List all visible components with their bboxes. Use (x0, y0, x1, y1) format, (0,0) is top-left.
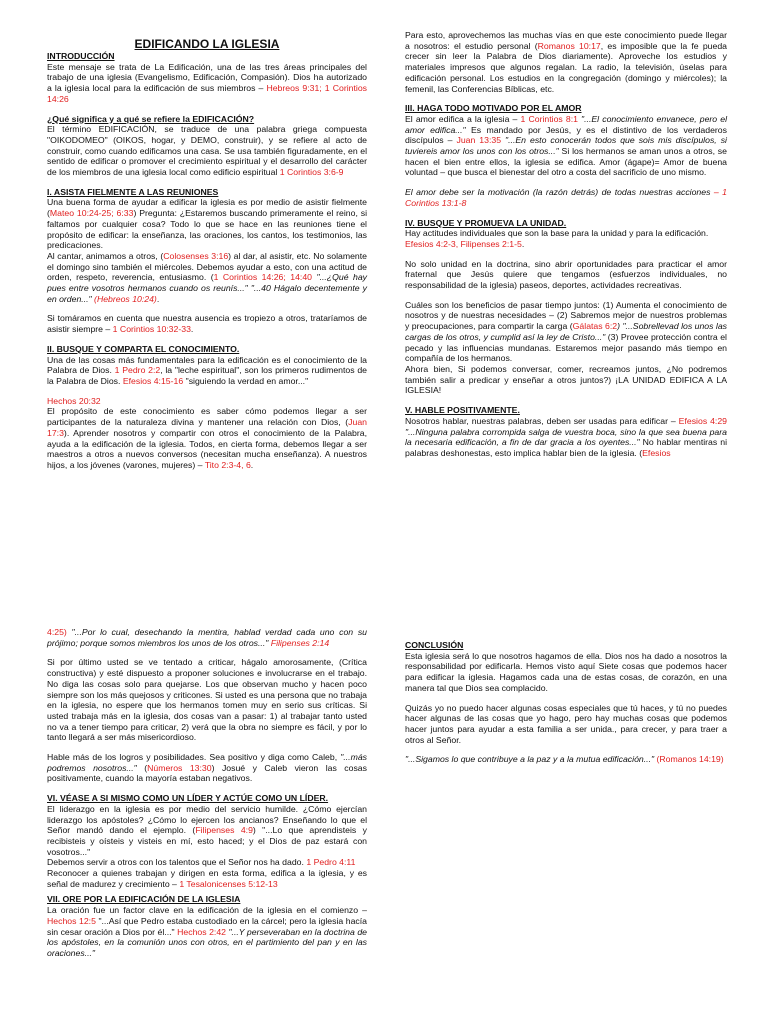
bottom-right-column (405, 640, 727, 765)
section-text: No hablar mentiras ni palabras deshonestas, esto implica hablar bien de la iglesia. ( (405, 437, 728, 458)
conclusion-paragraph-2: Quizás yo no puedo hacer algunas cosas especiales que tú haces, y tú no puedes hacer algunas de las cosas que yo hago, pero hay muchas cosas que podemos hacer juntos para ayudar a esta familia a ser unida., para crecer, y para traer a otros al Señor. (405, 702, 727, 745)
definition-text: El término EDIFICACIÓN, se traduce de una palabra griega compuesta "OIKODOMEO" (OIKOS, hogar, y DEMO, construir), y se refiere al acto de construir, como cuando edificamos una casa. Se usa también figuradamente, en el sentido de edificar o promover el crecimiento espiritual y el desarrollo del carácter de los miembros de una iglesia local como edificio espiritual (47, 124, 367, 178)
section-text: . (156, 293, 160, 304)
section-7-paragraph (47, 905, 367, 959)
bible-reference: Filipenses 4:9 (195, 825, 253, 836)
bible-reference: Colosenses 3:16 (163, 250, 229, 261)
positive-paragraph (47, 752, 367, 784)
section-text: "siguiendo la verdad en amor..." (183, 375, 309, 386)
bible-reference: 1 Corintios 8:1 (520, 113, 578, 124)
bible-reference: – 1 Corintios 13:1-8 (405, 187, 727, 208)
section-2-paragraph-1 (47, 355, 367, 387)
section-text: , es imposible que la fe pueda crecer sin leer la Palabra de Dios diariamente). Aproveche los estudios y materiales impresos que algunos regalan. La radio, la televisión, úselas para edificación personal. Los estudios en la congregación (domingo y miércoles); la femenil, las Conferencias Bíblicas, etc. (405, 40, 727, 94)
conclusion-quote (405, 754, 727, 765)
section-4-paragraph-4: Ahora bien, Si podemos conversar, comer, recreamos juntos, ¿No podremos también salir a predicar y enseñar a otros juntos?) ¡LA UNIDAD EDIFICA A LA IGLESIA! (405, 363, 727, 396)
section-text: Al cantar, animamos a otros, ( (47, 250, 164, 261)
quote-text: "...Ninguna palabra corrompida salga de vuestra boca, sino la que sea buena para la necesaria edificación, a fin de dar gracia a los oyentes..." (405, 426, 727, 448)
quote-text: "...El conocimiento envanece, pero el amor edifica..." (405, 113, 727, 135)
intro-heading: INTRODUCCIÓN (47, 51, 115, 61)
bible-reference: 1 Corintios 14:26; 14:40 (213, 272, 313, 283)
section-text: El amor edifica a la iglesia – (405, 113, 518, 124)
conclusion-paragraph-1: Esta iglesia será lo que nosotros hagamos de ella. Dios nos ha dado a nosotros la responsabilidad por edificarla. Hemos visto aquí Siete cosas que podemos hacer para edificar la iglesia. Hagamos cada una de estas cosas, de corazón, en una manera tal que Dios sea complacido. (405, 650, 727, 693)
quote-text: ) "...Sobrellevad los unos las cargas de los otros, y cumplid así la ley de Cristo..." (405, 321, 727, 342)
bible-reference: 1 Corintios 10:32-33 (112, 324, 191, 335)
section-text: "...Así que Pedro estaba custodiado en la cárcel; pero la iglesia hacía sin cesar oración a Dios por él..." (47, 915, 367, 937)
bible-reference: 1 Pedro 2:2 (114, 365, 161, 376)
section-text: Reconocer a quienes trabajan y dirigen en esta forma, edifica a la iglesia, y es señal de madurez y crecimiento – (47, 868, 367, 889)
study-paragraph (405, 30, 727, 94)
bible-reference: (Romanos 14:19) (656, 754, 724, 765)
section-text: Una de las cosas más fundamentales para la edificación es el conocimiento de la Palabra de Dios. (47, 354, 367, 376)
section-text: Hay actitudes individuales que son la base para la unidad y para la edificación. (405, 228, 709, 239)
section-text: Una buena forma de ayudar a edificar la iglesia es por medio de asistir fielmente ( (47, 197, 367, 219)
quote-text: "...Sigamos lo que contribuye a la paz y a la mutua edificación..." (405, 754, 655, 765)
section-5-paragraph (405, 416, 727, 459)
section-text: Debemos servir a otros con los talentos que el Señor nos ha dado. (47, 857, 304, 868)
section-6-paragraph-1 (47, 804, 367, 858)
section-text: Para esto, aprovechemos las muchas vías en que este conocimiento puede llegar a nosotros: el estudio personal ( (405, 30, 727, 51)
section-text: . (250, 459, 254, 470)
section-text: El propósito de este conocimiento es saber cómo podemos llegar a ser participantes de la naturaleza divina y mantener una relación con Dios, ( (47, 406, 367, 428)
document-title: EDIFICANDO LA IGLESIA (134, 37, 280, 51)
section-7-heading: VII. ORE POR LA EDIFICACIÓN DE LA IGLESIA (47, 894, 241, 905)
section-4-paragraph-2: No solo unidad en la doctrina, sino abrir oportunidades para practicar el amor fraternal que Jesús quiere que tengamos (esfuerzos individuales, no responsabilidad de la iglesia) paseos, deportes, actividades recreativas. (405, 258, 727, 291)
bible-reference: Efesios 4:2-3, Filipenses 2:1-5 (405, 238, 522, 249)
bible-reference: (Hebreos 10:24) (94, 293, 157, 304)
section-text: ) Josué y Caleb vieron las cosas positivamente, cuando la mayoría estaban negativos. (47, 762, 367, 784)
section-5-continued (47, 627, 367, 648)
bible-reference: Efesios (642, 447, 671, 458)
section-text: La oración fue un factor clave en la edificación de la iglesia en el comienzo – (47, 905, 367, 916)
bible-reference: Efesios 4:29 (678, 415, 727, 426)
bible-reference: 1 Corintios 3:6-9 (279, 167, 344, 178)
section-3-paragraph (405, 114, 727, 178)
section-text: (3) Provee protección contra el pecado y las influencias mundanas. Estaremos mejor pasando más tiempo en compañía de los hermanos. (405, 331, 727, 364)
bible-reference: Hechos 20:32 (47, 395, 101, 406)
section-text: Es mandado por Jesús, y es el distintivo de los verdaderos discípulos – (405, 124, 727, 146)
bible-reference: Hebreos 9:31; 1 Corintios 14:26 (47, 83, 367, 104)
section-2-paragraph-2 (47, 406, 367, 470)
section-4-refs (405, 239, 727, 250)
section-5-heading: V. HABLE POSITIVAMENTE. (405, 405, 520, 416)
definition-heading: ¿Qué significa y a qué se refiere la EDIFICACIÓN? (47, 113, 255, 124)
bible-reference: 4:25) (47, 627, 67, 637)
bible-reference: Números 13:30 (147, 762, 212, 773)
bottom-left-column (47, 627, 367, 959)
section-text: ( (136, 762, 148, 773)
quote-text: "...¿Qué hay pues entre vosotros hermanos cuando os reunís..." "...40 Hágalo decentemente y en orden..." (47, 272, 368, 304)
bible-reference: 1 Tesalonicenses 5:12-13 (179, 878, 278, 889)
bible-reference: Efesios 4:15-16 (122, 375, 184, 386)
top-left-column (47, 37, 367, 471)
criticism-paragraph: Si por último usted se ve tentado a criticar, hágalo amorosamente, (Crítica constructiva) y esté dispuesto a proponer soluciones e involucrarse en el trabajo. No diga las cosas solo para quejarse. Los que observan mucho y hacen poco siempre son los más quejosos y criticones. Si usted es una persona que no trabaja en la iglesia, no espere que los hermanos tomen muy en serio sus críticas. Si usted trabaja más en la iglesia, dos cosas van a pasar: 1) al trabajar tanto usted no va a tener tiempo para criticar, 2) verá que la obra no siempre es fácil, y por lo tanto llegará a ser más misericordioso. (47, 657, 367, 743)
bible-reference: Hechos 2:42 (177, 926, 226, 937)
section-text: . (521, 238, 525, 249)
bible-reference: Filipenses 2:14 (270, 637, 330, 648)
bible-reference: Gálatas 6:2 (572, 321, 618, 332)
love-quote (405, 187, 727, 208)
bible-reference: Juan 13:35 (456, 135, 502, 146)
bible-reference: Tito 2:3-4, 6 (204, 459, 251, 470)
section-text: Si tomáramos en cuenta que nuestra ausencia es tropiezo a otros, trataríamos de asistir siempre – (47, 313, 367, 335)
section-6-paragraph-3 (47, 868, 367, 889)
section-text: , la "leche espiritual", son los primeros rudimentos de la Palabra de Dios. (47, 365, 367, 386)
section-2-heading: II. BUSQUE Y COMPARTA EL CONOCIMIENTO. (47, 343, 240, 354)
bible-reference: Hechos 12:5 (47, 915, 96, 926)
quote-text: "...En esto conocerán todos que sois mis discípulos, si tuviereis amor los unos con los otros..." (405, 135, 727, 157)
section-text: El liderazgo en la iglesia es por medio del servicio humilde. ¿Cómo ejercían liderazgo los apóstoles? ¿Cómo lo ejercen los ancianos? Enseñando lo que el Señor mandó dando el ejemplo. ( (47, 803, 367, 836)
quote-text: "...más podremos nosotros..." (47, 752, 368, 773)
section-text: ) "...Lo que aprendisteis y recibisteis y oísteis y visteis en mí, esto haced; y el Dios de paz estará con vosotros..." (47, 825, 368, 857)
section-text: Hable más de los logros y posibilidades. Sea positivo y diga como Caleb, (47, 752, 338, 763)
section-4-heading: IV. BUSQUE Y PROMUEVA LA UNIDAD. (405, 217, 567, 228)
section-1-paragraph-2 (47, 251, 367, 305)
section-4-paragraph-3 (405, 300, 727, 364)
section-3-heading: III. HAGA TODO MOTIVADO POR EL AMOR (405, 103, 582, 114)
section-1-heading: I. ASISTA FIELMENTE A LAS REUNIONES (47, 186, 219, 197)
quote-text: "...Y perseveraban en la doctrina de los apóstoles, en la comunión unos con otros, en el partimiento del pan y en las oraciones..." (47, 926, 367, 958)
section-4-paragraph-1 (405, 228, 727, 239)
quote-text: El amor debe ser la motivación (la razón detrás) de todas nuestras acciones (405, 187, 711, 198)
bible-reference: Romanos 10:17 (537, 40, 601, 51)
bible-reference: 1 Pedro 4:11 (306, 857, 356, 868)
section-text: Si los hermanos se aman unos a otros, se hacen el bien entre ellos, la iglesia se edifica. Amor (ágape)= Amor de buena voluntad – que busca el bienestar del otro a costa del sacrificio de uno mismo. (405, 146, 727, 178)
conclusion-heading: CONCLUSIÓN (405, 640, 464, 650)
section-text: Cuáles son los beneficios de pasar tiempo juntos: (1) Aumenta el conocimiento de nosotros y de nuestras necesidades – (2) Sabremos mejor de nuestros problemas y preocupaciones, para compartir la carga ( (405, 299, 727, 332)
section-1-paragraph-3 (47, 313, 367, 334)
section-text: ) Pregunta: ¿Estaremos buscando primeramente el reino, si faltamos por cualquier cosa? Todo lo que se hace en las reuniones tiene el propósito de edificar: la enseñanza, las oraciones, los cantos, los testimonios, las predicaciones. (47, 208, 368, 251)
section-6-heading: VI. VÉASE A SI MISMO COMO UN LÍDER Y ACTÚE COMO UN LÍDER. (47, 793, 329, 804)
intro-text: Este mensaje se trata de La Edificación, una de las tres áreas principales del trabajo de una iglesia (Evangelismo, Edificación, Compasión). Dios ha autorizado a la iglesia local para la edificación de sus miembros – (47, 61, 367, 94)
definition-paragraph (47, 124, 367, 178)
top-right-column (405, 30, 727, 459)
section-text: ) al dar, al asistir, etc. No solamente el domingo sino también el miércoles. Debemos ayudar a esto, con una actitud de orden, respeto, reverencia, entusiasmo. ( (47, 250, 367, 283)
section-text: Nosotros hablar, nuestras palabras, deben ser usadas para edificar – (405, 415, 676, 426)
section-text: ). Aprender nosotros y compartir con otros el conocimiento de la Palabra, ayuda a la edificación de la iglesia. Todos, en cierta forma, debemos llegar a ser maestros a otros a nuevos conversos (necesitan mucha enseñanza). A nuestros hijos, a los jóvenes (varones, mujeres) – (47, 427, 367, 470)
section-6-paragraph-2 (47, 857, 367, 868)
bible-reference: Mateo 10:24-25; 6:33 (49, 208, 134, 219)
section-1-paragraph-1 (47, 197, 367, 251)
section-text: . (190, 324, 194, 335)
intro-paragraph (47, 62, 367, 105)
quote-text: "...Por lo cual, desechando la mentira, hablad verdad cada uno con su prójimo; porque somos miembros los unos de los otros..." (47, 627, 367, 648)
bible-reference: Juan 17:3 (47, 417, 367, 438)
